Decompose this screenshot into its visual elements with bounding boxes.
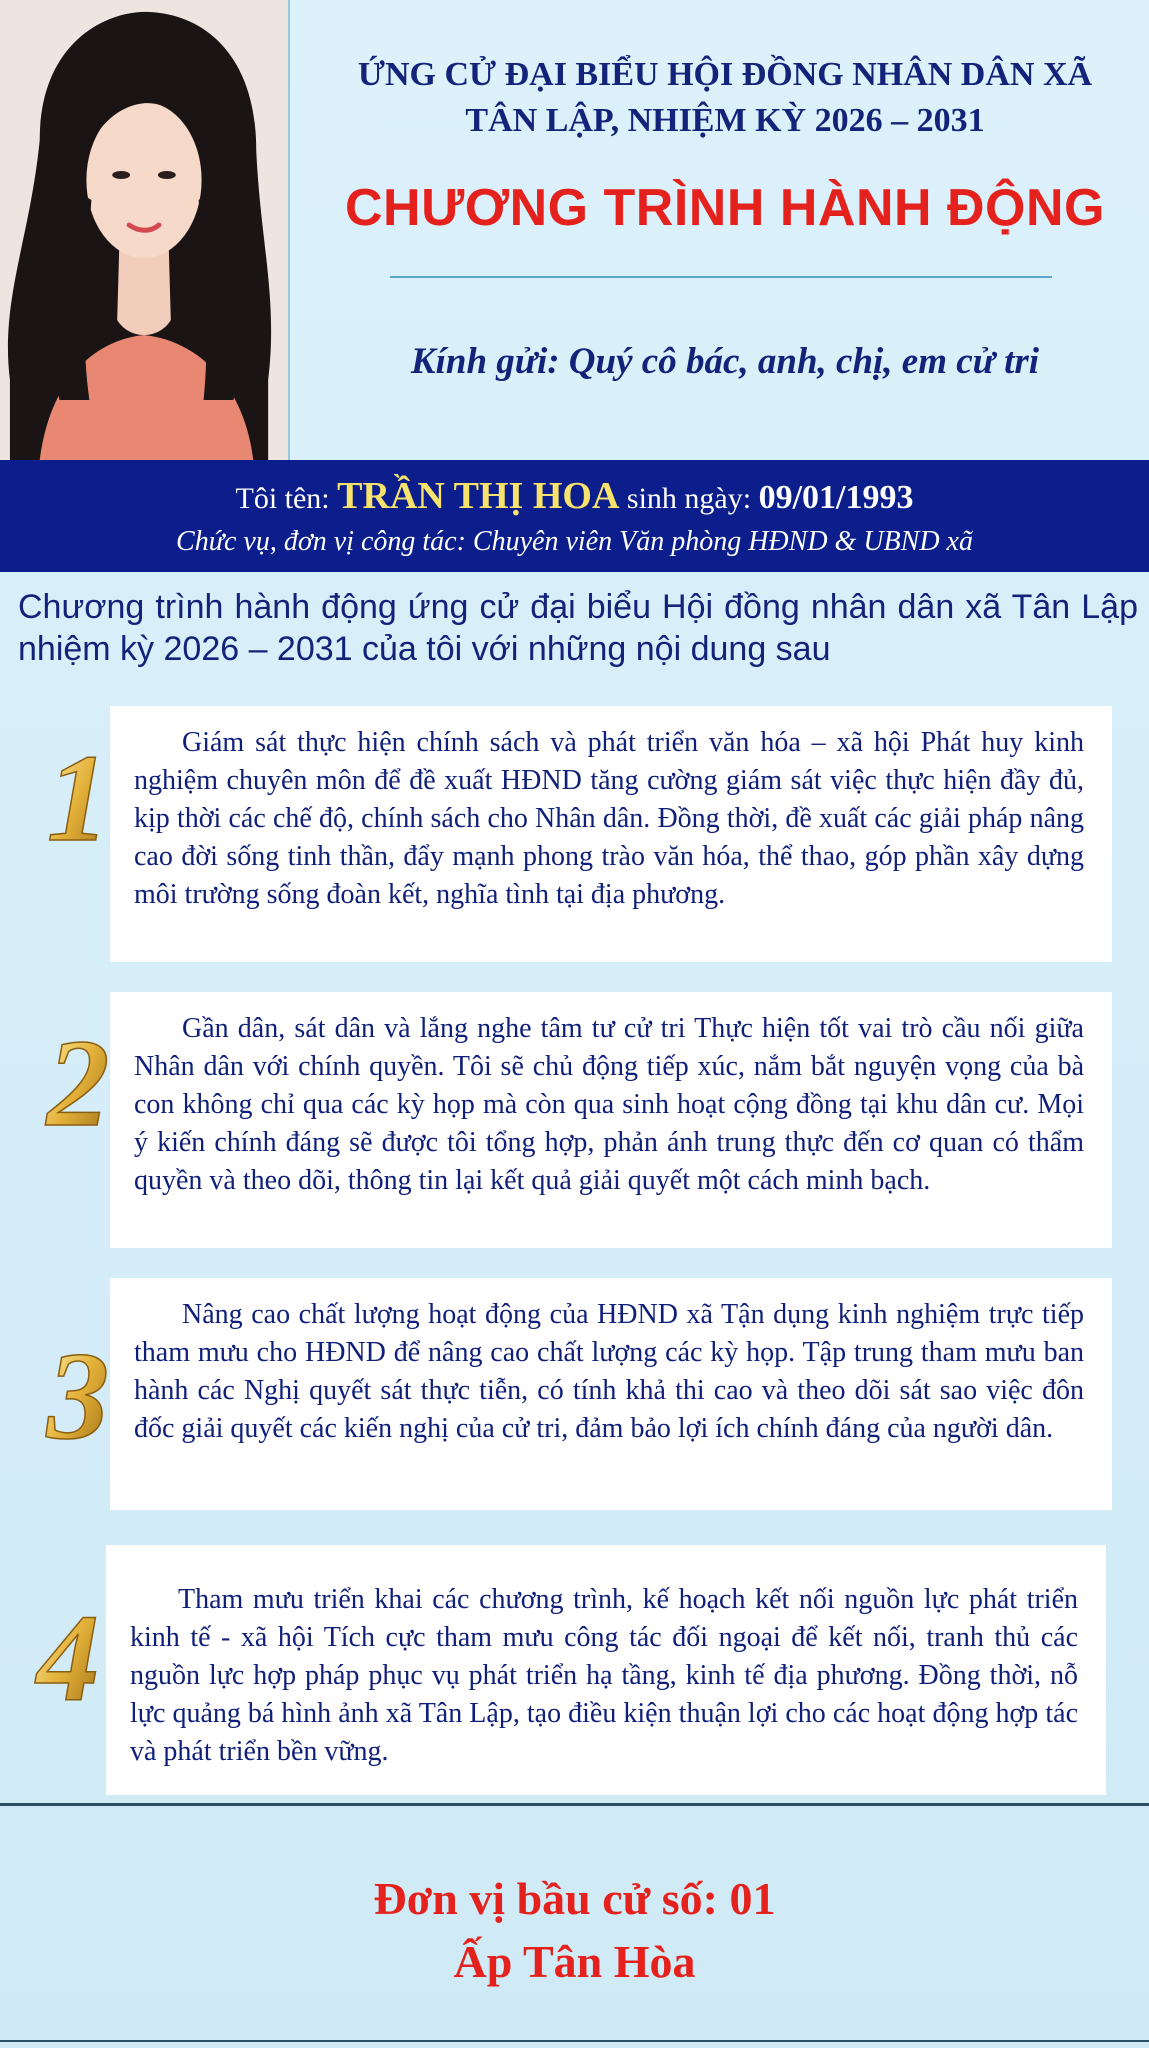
hamlet-name: Ấp Tân Hòa (453, 1936, 696, 1987)
candidate-name-line (0, 474, 1149, 518)
item-number-text: 2 (46, 1015, 110, 1153)
item-number-text: 4 (36, 1590, 100, 1728)
header-divider (390, 276, 1052, 278)
gold-number-4 (18, 1590, 118, 1728)
intro-text: Chương trình hành động ứng cử đại biểu Hội đồng nhân dân xã Tân Lập nhiệm kỳ 2026 – 2031 của tôi với những nội dung sau (18, 588, 1138, 668)
greeting: Kính gửi: Quý cô bác, anh, chị, em cử tri (410, 341, 1040, 382)
item-number-text: 1 (46, 730, 110, 868)
item-number-text: 3 (46, 1328, 110, 1466)
footer-divider (0, 1803, 1149, 1806)
program-title: CHƯƠNG TRÌNH HÀNH ĐỘNG (344, 179, 1106, 237)
name-prefix: Tôi tên: (235, 482, 338, 515)
candidate-photo (0, 0, 290, 460)
header-title-line2: TÂN LẬP, NHIỆM KỲ 2026 – 2031 (465, 102, 985, 139)
header-title (310, 52, 1140, 144)
action-item-1: Giám sát thực hiện chính sách và phát triển văn hóa – xã hội Phát huy kinh nghiệm chuyên môn để đề xuất HĐND tăng cường giám sát việc thực hiện đầy đủ, kịp thời các chế độ, chính sách cho Nhân dân. Đồng thời, đề xuất các giải pháp nâng cao đời sống tinh thần, đẩy mạnh phong trào văn hóa, thể thao, góp phần xây dựng môi trường sống đoàn kết, nghĩa tình tại địa phương. (110, 706, 1112, 962)
footer-bottom-line (0, 2040, 1149, 2042)
electoral-unit: Đơn vị bầu cử số: 01 (373, 1873, 776, 1924)
candidate-dob: 09/01/1993 (758, 479, 914, 516)
candidate-band (0, 460, 1149, 572)
action-item-3: Nâng cao chất lượng hoạt động của HĐND xã Tận dụng kinh nghiệm trực tiếp tham mưu cho HĐND để nâng cao chất lượng các kỳ họp. Tập trung tham mưu ban hành các Nghị quyết sát thực tiễn, có tính khả thi cao và theo dõi sát sao việc đôn đốc giải quyết các kiến nghị của cử tri, đảm bảo lợi ích chính đáng của người dân. (110, 1278, 1112, 1510)
action-item-2: Gần dân, sát dân và lắng nghe tâm tư cử tri Thực hiện tốt vai trò cầu nối giữa Nhân dân với chính quyền. Tôi sẽ chủ động tiếp xúc, nắm bắt nguyện vọng của bà con không chỉ qua các kỳ họp mà còn qua sinh hoạt cộng đồng tại khu dân cư. Mọi ý kiến chính đáng sẽ được tôi tổng hợp, phản ánh trung thực đến cơ quan có thẩm quyền và theo dõi, thông tin lại kết quả giải quyết một cách minh bạch. (110, 992, 1112, 1248)
header-title-line1: ỨNG CỬ ĐẠI BIỂU HỘI ĐỒNG NHÂN DÂN XÃ (357, 56, 1093, 93)
action-item-4: Tham mưu triển khai các chương trình, kế hoạch kết nối nguồn lực phát triển kinh tế - xã hội Tích cực tham mưu công tác đối ngoại để kết nối, tranh thủ các nguồn lực hợp pháp phục vụ phát triển hạ tầng, kinh tế địa phương. Đồng thời, nỗ lực quảng bá hình ảnh xã Tân Lập, tạo điều kiện thuận lợi cho các hoạt động hợp tác và phát triển bền vững. (106, 1545, 1106, 1795)
candidate-position: Chức vụ, đơn vị công tác: Chuyên viên Văn phòng HĐND & UBND xã (176, 526, 973, 557)
candidate-name: TRẦN THỊ HOA (337, 475, 620, 517)
dob-prefix: sinh ngày: (619, 482, 759, 515)
